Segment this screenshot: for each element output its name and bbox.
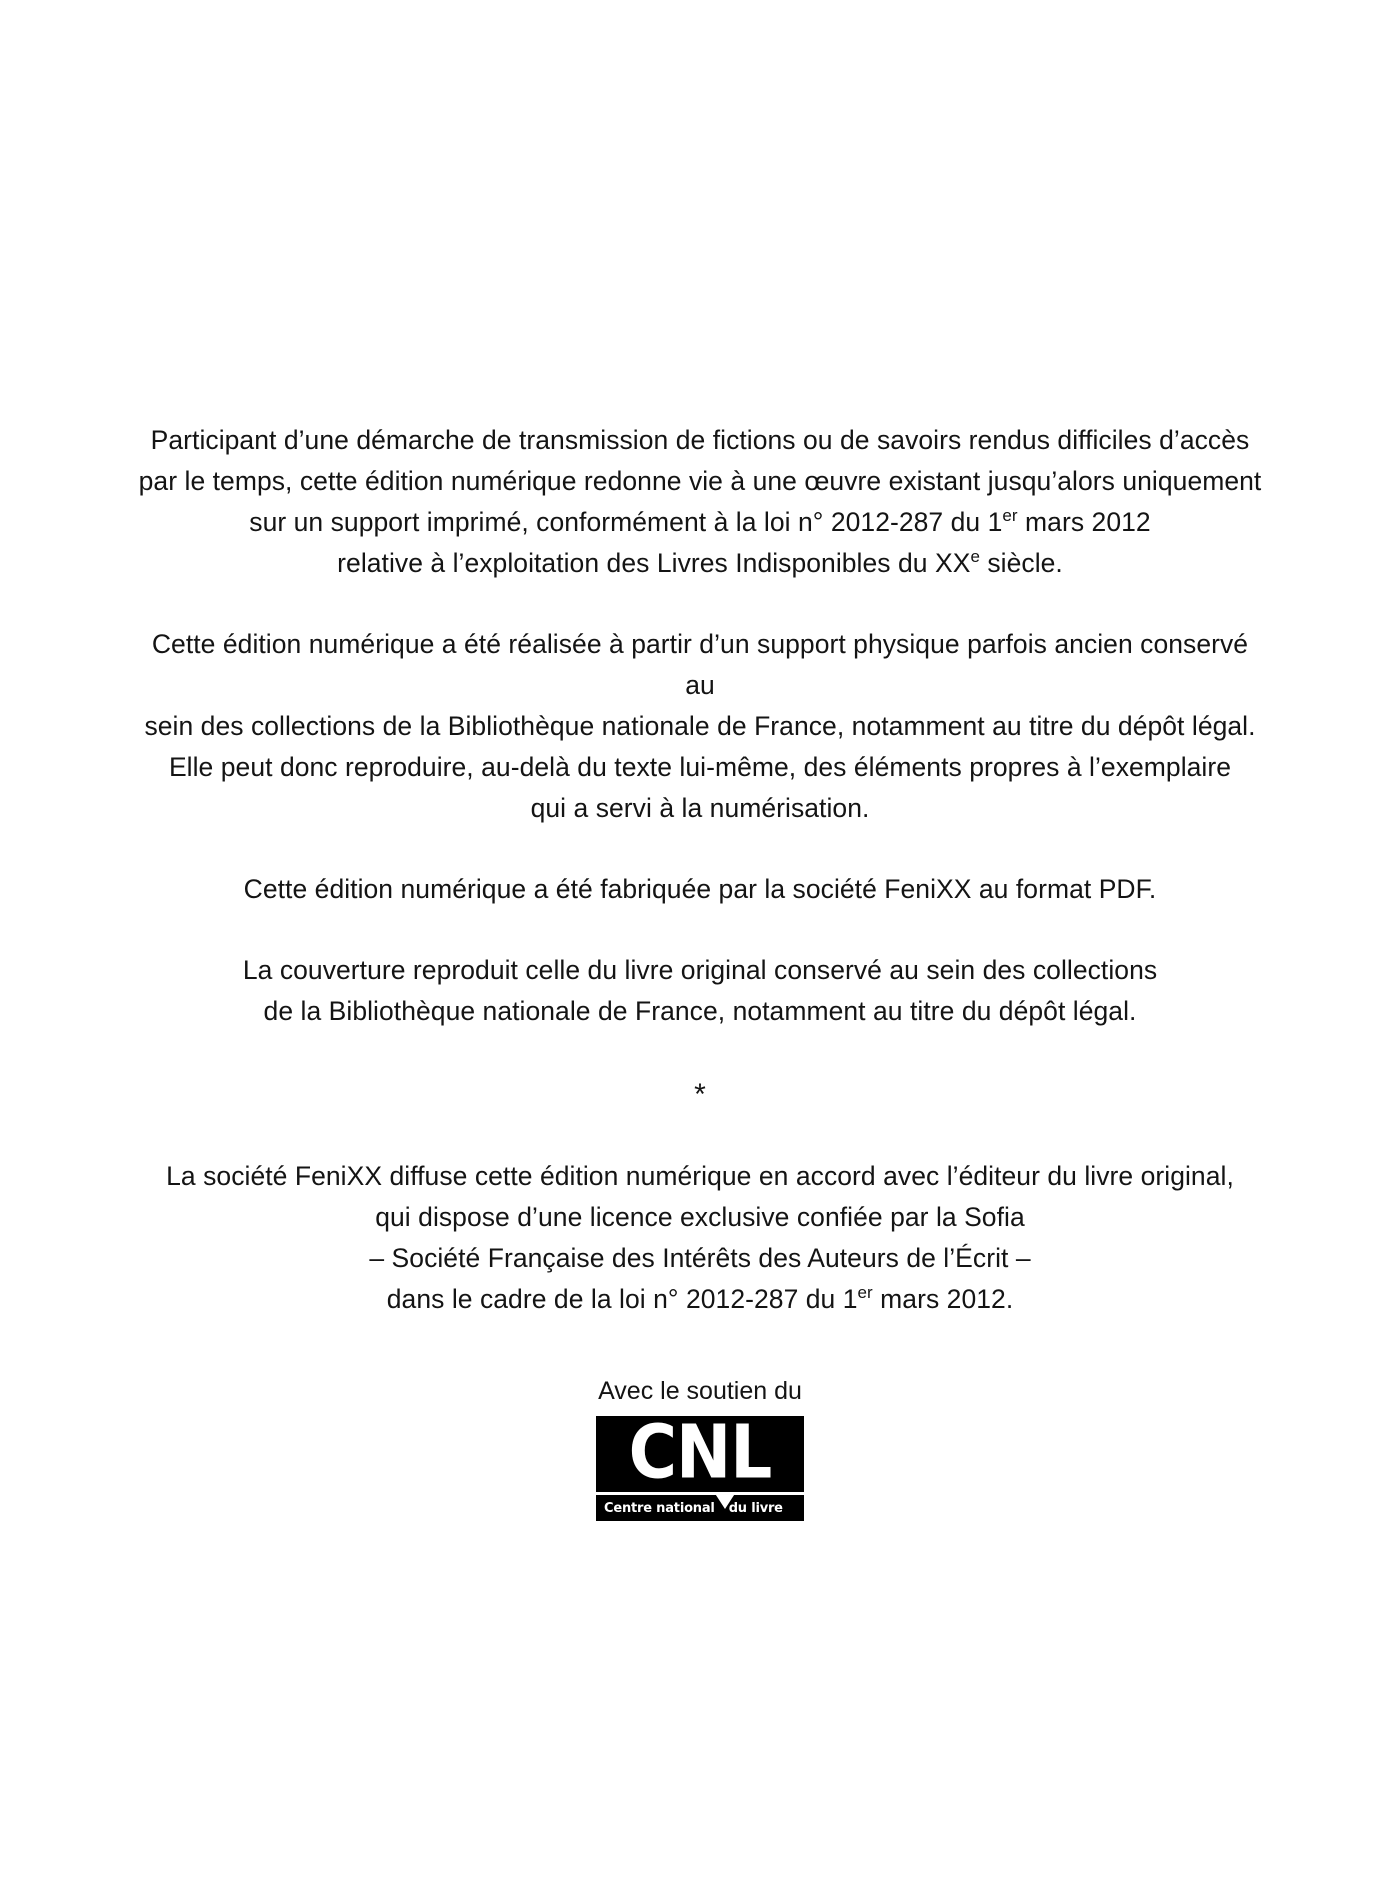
cnl-tagline-left: Centre national: [604, 1500, 715, 1516]
ordinal-suffix: er: [857, 1283, 873, 1303]
paragraph-line: – Société Française des Intérêts des Auteurs de l’Écrit –: [369, 1243, 1031, 1273]
paragraph-line: Elle peut donc reproduire, au-delà du texte lui-même, des éléments propres à l’exemplaire: [168, 752, 1232, 782]
cnl-logo: [596, 1409, 804, 1521]
paragraph-line: Participant d’une démarche de transmission de fictions ou de savoirs rendus difficiles d’accès: [150, 425, 1250, 455]
paragraph-line-text: sur un support imprimé, conformément à la loi n° 2012-287 du 1: [249, 507, 1003, 537]
paragraph-line: sein des collections de la Bibliothèque nationale de France, notamment au titre du dépôt légal.: [144, 711, 1256, 741]
paragraph-line: Cette édition numérique a été fabriquée par la société FeniXX au format PDF.: [243, 874, 1157, 904]
paragraph-fabrication: [135, 869, 1265, 910]
paragraph-line-text: mars 2012: [1017, 507, 1151, 537]
paragraph-line: de la Bibliothèque nationale de France, notamment au titre du dépôt légal.: [263, 996, 1137, 1026]
paragraph-line-text: siècle.: [979, 548, 1063, 578]
cnl-tagline-right: du livre: [728, 1500, 783, 1516]
cnl-logo-letters: CNL: [628, 1409, 772, 1496]
paragraph-line-text: dans le cadre de la loi n° 2012-287 du 1: [386, 1284, 858, 1314]
paragraph-line-text: relative à l’exploitation des Livres Indisponibles du XX: [337, 548, 971, 578]
cnl-logo-tagline: [596, 1495, 804, 1521]
paragraph-line: [135, 502, 1265, 543]
paragraph-line: [135, 543, 1265, 584]
paragraph-diffusion: [135, 1156, 1265, 1320]
ordinal-suffix: er: [1002, 506, 1018, 526]
sponsor-logo-block: [596, 1376, 804, 1521]
paragraph-line: par le temps, cette édition numérique redonne vie à une œuvre existant jusqu’alors uniquement: [138, 466, 1262, 496]
paragraph-line: La couverture reproduit celle du livre original conservé au sein des collections: [242, 955, 1158, 985]
paragraph-source-physique: [135, 624, 1265, 829]
logo-caption: Avec le soutien du: [598, 1377, 802, 1405]
paragraph-line: Cette édition numérique a été réalisée à partir d’un support physique parfois ancien conservé au: [151, 629, 1249, 700]
paragraph-line: [135, 1279, 1265, 1320]
paragraph-line: qui dispose d’une licence exclusive confiée par la Sofia: [375, 1202, 1025, 1232]
cnl-logo-notch-icon: [714, 1492, 736, 1509]
cnl-logo-mark: [596, 1409, 804, 1496]
paragraph-couverture: [135, 950, 1265, 1032]
paragraph-transmission: [135, 420, 1265, 584]
ordinal-suffix: e: [970, 547, 980, 567]
section-separator-asterisk: *: [694, 1078, 706, 1111]
document-content: [0, 420, 1400, 1521]
paragraph-line: La société FeniXX diffuse cette édition numérique en accord avec l’éditeur du livre original,: [166, 1161, 1234, 1191]
paragraph-line: qui a servi à la numérisation.: [530, 793, 870, 823]
paragraph-line-text: mars 2012.: [872, 1284, 1014, 1314]
